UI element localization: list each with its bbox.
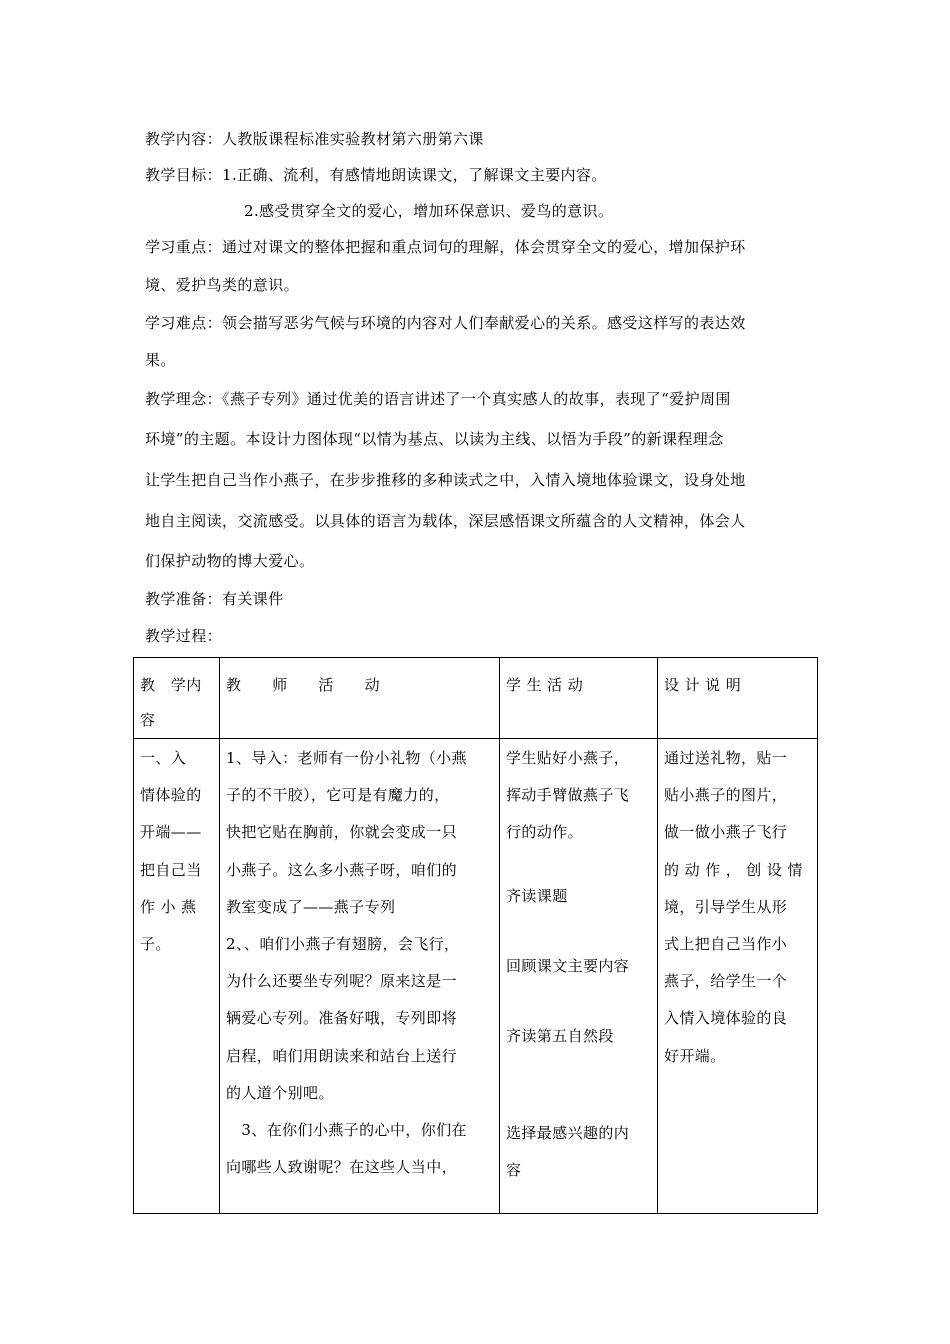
design-notes-line: 境，引导学生从形: [664, 897, 788, 916]
line-process: 教学过程：: [145, 627, 223, 645]
student-activity-line: 行的动作。: [506, 823, 584, 842]
line-concept-2: 环境”的主题。本设计力图体现“以情为基点、以读为主线、以悟为手段”的新课程理念: [145, 430, 724, 448]
student-activity-line: 挥动手臂做燕子飞: [506, 786, 630, 805]
row1-content-line: 把自己当: [140, 860, 202, 879]
header-teacher-activity-label: 教 师 活 动: [226, 676, 381, 694]
line-focus-1: 学习重点：通过对课文的整体把握和重点词句的理解，体会贯穿全文的爱心，增加保护环: [145, 238, 746, 256]
line-goal-2: 2.感受贯穿全文的爱心，增加环保意识、爱鸟的意识。: [244, 202, 614, 220]
header-design-notes-label: 设 计 说 明: [664, 676, 742, 694]
row1-design-notes: [658, 739, 818, 1214]
table-row: [134, 739, 818, 1214]
line-concept-4: 地自主阅读，交流感受。以具体的语言为载体，深层感悟课文所蕴含的人文精神，体会人: [145, 512, 746, 530]
header-content-line-2: 容: [140, 711, 156, 729]
header-design-notes: [658, 658, 818, 739]
student-activity-line: 齐读课题: [506, 886, 568, 905]
header-teacher-activity: [220, 658, 500, 739]
line-difficulty-2: 果。: [145, 351, 176, 369]
teacher-activity-line: 快把它贴在胸前，你就会变成一只: [226, 823, 458, 842]
teacher-activity-line: 为什么还要坐专列呢？原来这是一: [226, 972, 458, 991]
row1-content-line: 一、入: [140, 749, 187, 767]
student-activity-line: 齐读第五自然段: [506, 1027, 614, 1046]
teacher-activity-line: 3、在你们小燕子的心中，你们在: [226, 1121, 467, 1140]
teacher-activity-line: 向哪些人致谢呢？在这些人当中，: [226, 1158, 458, 1177]
table-header-row: [134, 658, 818, 739]
row1-content-line: 子。: [140, 935, 171, 954]
line-prep: 教学准备：有关课件: [145, 590, 284, 608]
teacher-activity-line: 1、导入：老师有一份小礼物（小燕: [226, 749, 467, 767]
line-goal-1: 教学目标：1.正确、流利，有感情地朗读课文，了解课文主要内容。: [145, 166, 607, 184]
teacher-activity-line: 子的不干胶），它可是有魔力的，: [226, 786, 450, 805]
teacher-activity-line: 的人道个别吧。: [226, 1083, 334, 1102]
student-activity-line: 容: [506, 1161, 522, 1180]
row1-content-line: 情体验的: [140, 786, 202, 805]
header-student-activity: [500, 658, 658, 739]
line-content: 教学内容：人教版课程标准实验教材第六册第六课: [145, 130, 484, 148]
teacher-activity-line: 小燕子。这么多小燕子呀，咱们的: [226, 860, 458, 879]
process-table: [133, 657, 818, 1214]
row1-content: [134, 739, 220, 1214]
line-focus-2: 境、爱护鸟类的意识。: [145, 276, 300, 294]
student-activity-line: 选择最感兴趣的内: [506, 1124, 630, 1143]
teacher-activity-line: 2、、咱们小燕子有翅膀，会飞行，: [226, 935, 460, 954]
row1-teacher-activity: [220, 739, 500, 1214]
line-concept-3: 让学生把自己当作小燕子，在步步推移的多种读式之中，入情入境地体验课文，设身处地: [145, 471, 746, 489]
student-activity-line: 学生贴好小燕子，: [506, 749, 630, 767]
design-notes-line: 的 动 作 ， 创 设 情: [664, 860, 803, 879]
line-difficulty-1: 学习难点：领会描写恶劣气候与环境的内容对人们奉献爱心的关系。感受这样写的表达效: [145, 314, 746, 332]
row1-student-activity: [500, 739, 658, 1214]
design-notes-line: 式上把自己当作小: [664, 935, 788, 954]
design-notes-line: 入情入境体验的良: [664, 1009, 788, 1028]
design-notes-line: 好开端。: [664, 1046, 726, 1065]
design-notes-line: 贴小燕子的图片，: [664, 786, 788, 805]
header-content: [134, 658, 220, 739]
teacher-activity-line: 辆爱心专列。准备好哦，专列即将: [226, 1009, 458, 1028]
row1-content-line: 作 小 燕: [140, 897, 197, 916]
header-content-line-1: 教 学内: [140, 676, 202, 694]
teacher-activity-line: 教室变成了——燕子专列: [226, 897, 396, 916]
line-concept-1: 教学理念：《燕子专列》通过优美的语言讲述了一个真实感人的故事，表现了“爱护周围: [145, 390, 731, 408]
design-notes-line: 做一做小燕子飞行: [664, 823, 788, 842]
teacher-activity-line: 启程，咱们用朗读来和站台上送行: [226, 1046, 458, 1065]
student-activity-line: 回顾课文主要内容: [506, 956, 630, 975]
design-notes-line: 燕子，给学生一个: [664, 972, 788, 991]
line-concept-5: 们保护动物的博大爱心。: [145, 552, 315, 570]
design-notes-line: 通过送礼物，贴一: [664, 749, 788, 767]
header-student-activity-label: 学 生 活 动: [506, 676, 584, 694]
row1-content-line: 开端——: [140, 823, 202, 842]
